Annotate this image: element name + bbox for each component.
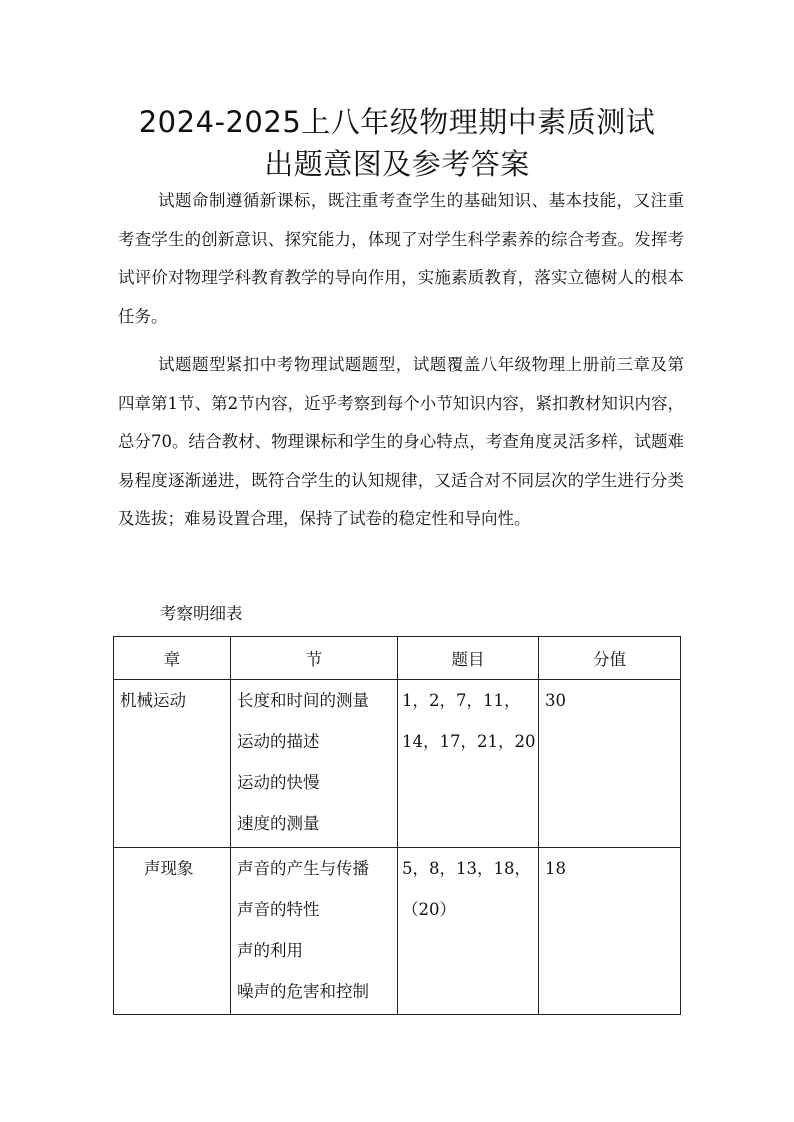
question-line: （20）: [402, 900, 456, 919]
question-line: 14，17，21，20: [402, 732, 536, 751]
question-line: 1，2，7，11，: [402, 691, 521, 710]
question-line: 5，8，13，18，: [402, 859, 531, 878]
table-header-row: [114, 637, 681, 680]
questions-cell: [398, 848, 539, 1015]
table-row: [114, 848, 681, 1015]
header-section: 节: [231, 637, 398, 680]
chapter-label: 机械运动: [120, 691, 186, 710]
table-caption: 考察明细表: [160, 604, 243, 623]
header-score: 分值: [539, 637, 681, 680]
section-item: 声的利用: [237, 941, 303, 960]
section-item: 声音的产生与传播: [237, 859, 369, 878]
chapter-cell: [114, 848, 231, 1015]
intro-paragraph-1: 试题命制遵循新课标，既注重考查学生的基础知识、基本技能，又注重考查学生的创新意识、探究能力，体现了对学生科学素养的综合考查。发挥考试评价对物理学科教育教学的导向作用，实施素质教育，落实立德树人的根本任务。: [118, 191, 684, 326]
sections-cell: [231, 848, 398, 1015]
header-chapter: 章: [114, 637, 231, 680]
questions-cell: [398, 680, 539, 848]
section-item: 声音的特性: [237, 900, 320, 919]
page-subtitle: 出题意图及参考答案: [264, 147, 530, 181]
chapter-cell: [114, 680, 231, 848]
section-item: 速度的测量: [237, 814, 320, 833]
chapter-label: 声现象: [144, 859, 194, 878]
section-item: 运动的快慢: [237, 773, 320, 792]
page-title: 2024-2025上八年级物理期中素质测试: [138, 105, 656, 139]
table-row: [114, 680, 681, 848]
sections-cell: [231, 680, 398, 848]
score-cell: [539, 848, 681, 1015]
section-item: 运动的描述: [237, 732, 320, 751]
score-value: 30: [545, 691, 566, 710]
header-questions: 题目: [398, 637, 539, 680]
score-cell: [539, 680, 681, 848]
score-value: 18: [545, 859, 566, 878]
section-item: 长度和时间的测量: [237, 691, 369, 710]
intro-paragraph-2: 试题题型紧扣中考物理试题题型，试题覆盖八年级物理上册前三章及第四章第1节、第2节内容，近乎考察到每个小节知识内容，紧扣教材知识内容，总分70。结合教材、物理课标和学生的身心特点，考查角度灵活多样，试题难易程度逐渐递进，既符合学生的认知规律，又适合对不同层次的学生进行分类及选拔；难易设置合理，保持了试卷的稳定性和导向性。: [118, 355, 684, 529]
detail-table: [113, 636, 681, 1015]
section-item: 噪声的危害和控制: [237, 982, 369, 1001]
